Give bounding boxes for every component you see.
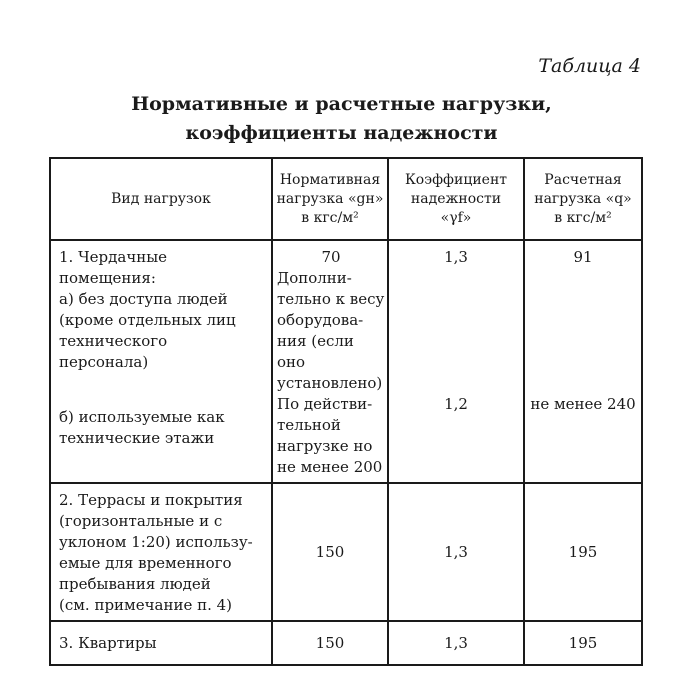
row2-design-load: 195 [524, 483, 642, 621]
header-load-type: Вид нагрузок [50, 158, 272, 240]
row2-reliability-coefficient: 1,3 [388, 483, 524, 621]
table-row [50, 483, 642, 621]
row3-normative-load: 150 [272, 621, 388, 665]
table-row [50, 240, 642, 483]
title-line: коэффициенты надежности [185, 122, 498, 144]
table-title [0, 90, 683, 148]
row1-load-type: 1. Чердачные помещения: а) без доступа людей (кроме отдельных лиц технического персонала) б) используемые как технические этажи [50, 240, 272, 483]
title-line: Нормативные и расчетные нагрузки, [131, 93, 552, 115]
row1-design-load: 91 не менее 240 [524, 240, 642, 483]
row3-design-load: 195 [524, 621, 642, 665]
header-reliability-coefficient: Коэффициент надежности «γf» [388, 158, 524, 240]
loads-table [49, 157, 643, 666]
row1-normative-load: 70 Дополни- тельно к весу оборудова- ния (если оно установлено) По действи- тельной нагрузке но не менее 200 [272, 240, 388, 483]
row3-load-type: 3. Квартиры [50, 621, 272, 665]
row2-normative-load: 150 [272, 483, 388, 621]
row3-reliability-coefficient: 1,3 [388, 621, 524, 665]
header-design-load: Расчетная нагрузка «q» в кгс/м² [524, 158, 642, 240]
table-row [50, 621, 642, 665]
table-label: Таблица 4 [538, 55, 641, 77]
row1-reliability-coefficient: 1,3 1,2 [388, 240, 524, 483]
row2-load-type: 2. Террасы и покрытия (горизонтальные и с уклоном 1:20) использу- емые для временного пребывания людей (см. примечание п. 4) [50, 483, 272, 621]
header-normative-load: Нормативная нагрузка «gн» в кгс/м² [272, 158, 388, 240]
table-header-row [50, 158, 642, 240]
